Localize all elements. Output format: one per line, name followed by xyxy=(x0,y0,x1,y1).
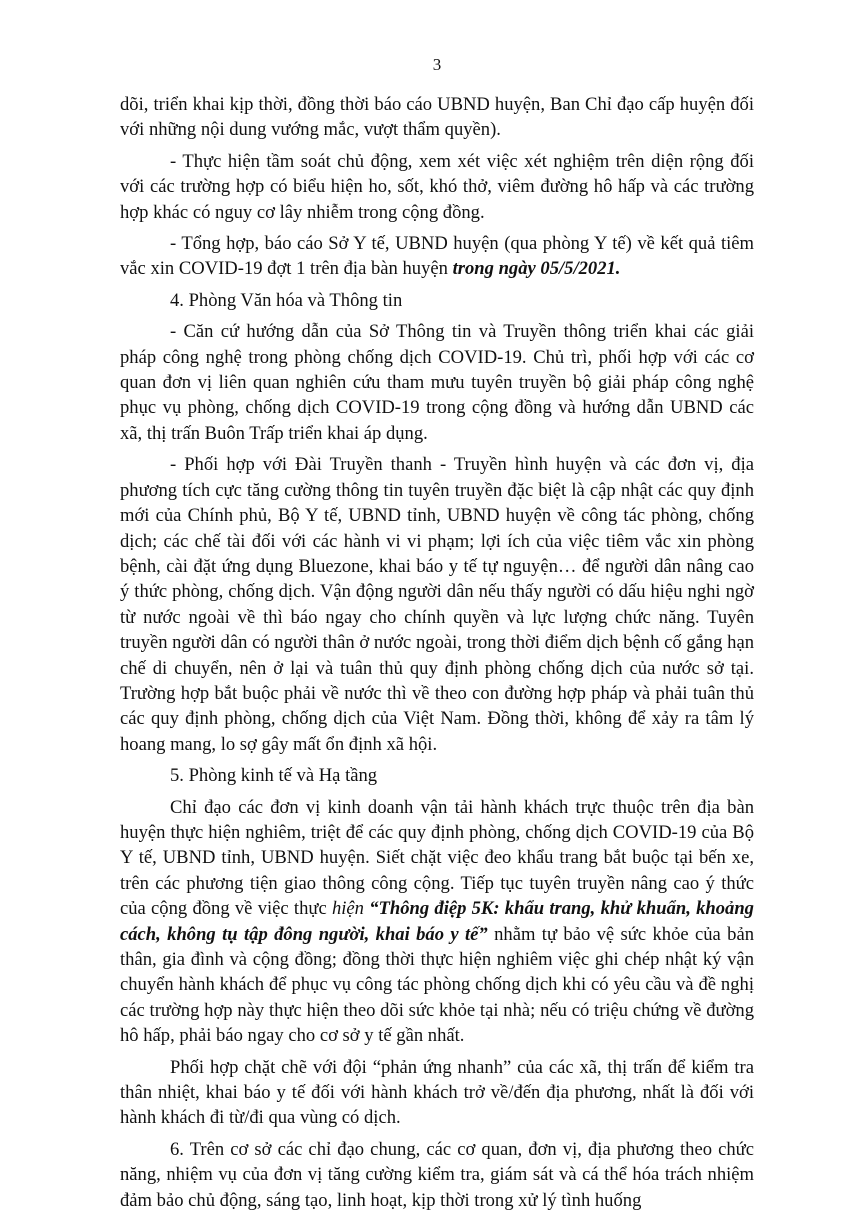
section-heading-5: 5. Phòng kinh tế và Hạ tầng xyxy=(170,765,378,787)
transport-text-italic: hiện xyxy=(331,898,370,920)
paragraph-rapid-response: Phối hợp chặt chẽ với đội “phản ứng nhanh” của các xã, thị trấn để kiểm tra thân nhiệt, khai báo y tế đối với hành khách trở về/đến địa phương, nhất là đối với hành khách đi từ/đi qua vùng có dịch. xyxy=(120,1056,754,1129)
transport-text-before: Chỉ đạo các đơn vị kinh doanh vận tải hành khách trực thuộc trên địa bàn huyện thực hiện nghiêm, triệt để các quy định phòng, chống dịch COVID-19 của Bộ Y tế, UBND tỉnh, UBND huyện. Siết chặt việc đeo khẩu trang bắt buộc tại bến xe, trên các phương tiện giao thông công cộng. Tiếp tục tuyên truyền nâng cao ý thức của cộng đồng về việc thực xyxy=(120,796,754,920)
paragraph-vaccine-report xyxy=(120,231,754,282)
paragraph-section-6: 6. Trên cơ sở các chỉ đạo chung, các cơ quan, đơn vị, địa phương theo chức năng, nhiệm vụ của đơn vị tăng cường kiểm tra, giám sát và cá thể hóa trách nhiệm đảm bảo chủ động, sáng tạo, linh hoạt, kịp thời trong xử lý tình huống xyxy=(120,1138,754,1211)
paragraph-technology-solutions: - Căn cứ hướng dẫn của Sở Thông tin và Truyền thông triển khai các giải pháp công nghệ trong phòng chống dịch COVID-19. Chủ trì, phối hợp với các cơ quan đơn vị liên quan nghiên cứu tham mưu tuyên truyền bộ giải pháp công nghệ phục vụ phòng, chống dịch COVID-19 trong cộng đồng và hướng dẫn UBND các xã, thị trấn Buôn Trấp triển khai áp dụng. xyxy=(120,321,754,444)
section-heading-4: 4. Phòng Văn hóa và Thông tin xyxy=(170,289,403,311)
paragraph-continuation: dõi, triển khai kịp thời, đồng thời báo cáo UBND huyện, Ban Chỉ đạo cấp huyện đối với những nội dung vướng mắc, vượt thẩm quyền). xyxy=(120,94,754,141)
paragraph-screening: - Thực hiện tầm soát chủ động, xem xét việc xét nghiệm trên diện rộng đối với các trường hợp có biểu hiện ho, sốt, khó thở, viêm đường hô hấp và các trường hợp khác có nguy cơ lây nhiễm trong cộng đồng. xyxy=(120,150,754,223)
page-number: 3 xyxy=(432,55,442,74)
vaccine-report-text: - Tổng hợp, báo cáo Sở Y tế, UBND huyện (qua phòng Y tế) về kết quả tiêm vắc xin COVID-19 đợt 1 trên địa bàn huyện xyxy=(120,233,754,280)
paragraph-communication: - Phối hợp với Đài Truyền thanh - Truyền hình huyện và các đơn vị, địa phương tích cực tăng cường thông tin tuyên truyền đặc biệt là cập nhật các quy định mới của Chính phủ, Bộ Y tế, UBND tỉnh, UBND huyện về công tác phòng, chống dịch; các chế tài đối với các hành vi vi phạm; lợi ích của việc tiêm vắc xin phòng bệnh, cài đặt ứng dụng Bluezone, khai báo y tế tự nguyện… để người dân nâng cao ý thức phòng, chống dịch. Vận động người dân nếu thấy người có dấu hiệu nghi ngờ từ nước ngoài về thì báo ngay cho chính quyền và lực lượng chức năng. Tuyên truyền người dân có người thân ở nước ngoài, trong thời điểm dịch bệnh cố gắng hạn chế di chuyển, nên ở lại và tuân thủ quy định phòng chống dịch của nước sở tại. Trường hợp bắt buộc phải về nước thì về theo con đường hợp pháp và phải tuân thủ các quy định phòng, chống dịch của Việt Nam. Đồng thời, không để xảy ra tâm lý hoang mang, lo sợ gây mất ổn định xã hội. xyxy=(120,454,754,755)
paragraph-transport xyxy=(120,795,754,1049)
transport-text-after: nhằm tự bảo vệ sức khỏe của bản thân, gia đình và cộng đồng; đồng thời thực hiện nghiêm việc ghi chép nhật ký vận chuyển hành khách để phục vụ công tác phòng chống dịch khi có yêu cầu và đề nghị các trường hợp này thực hiện theo dõi sức khỏe tại nhà; nếu có triệu chứng về đường hô hấp, phải báo ngay cho cơ sở y tế gần nhất. xyxy=(120,923,755,1047)
transport-5k-message: “Thông điệp 5K: khẩu trang, khử khuẩn, khoảng cách, không tụ tập đông người, khai báo y tế” xyxy=(120,898,754,945)
vaccine-report-deadline: trong ngày 05/5/2021. xyxy=(452,258,621,280)
